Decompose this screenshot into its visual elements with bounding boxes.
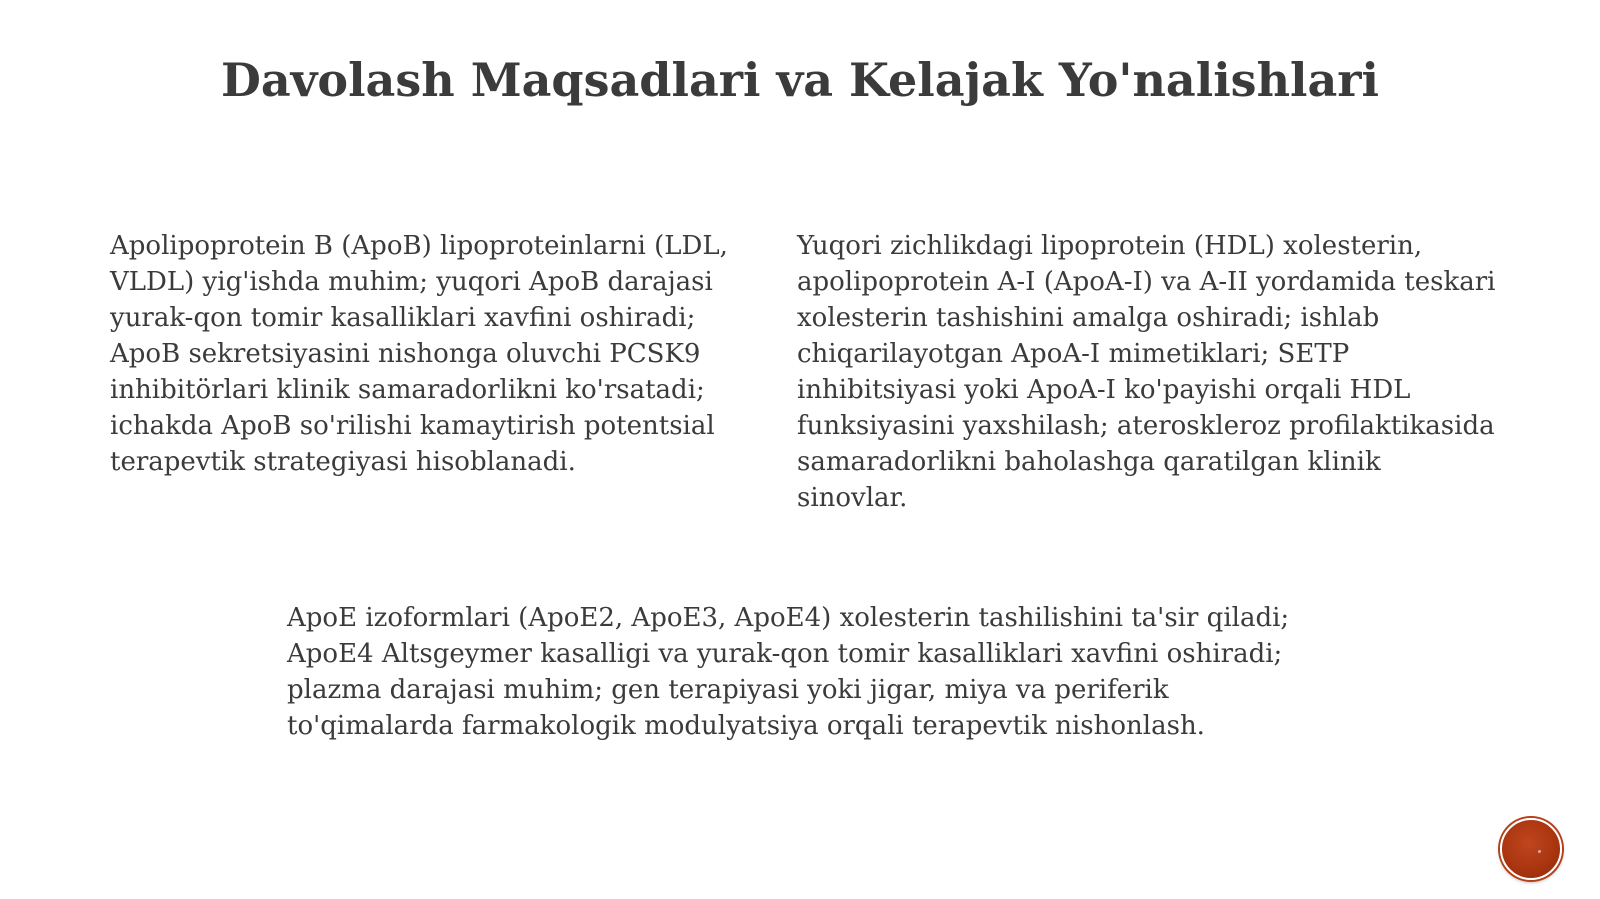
circle-button-icon: [1538, 850, 1541, 853]
text-block-hdl: Yuqori zichlikdagi lipoprotein (HDL) xolesterin, apolipoprotein A-I (ApoA-I) va A-II yordamida teskari xolesterin tashishini amalga oshiradi; ishlab chiqarilayotgan ApoA-I mimetiklari; SETP inhibitsiyasi yoki ApoA-I ko'payishi orqali HDL funksiyasini yaxshilash; ateroskleroz profilaktikasida samaradorlikni baholashga qaratilgan klinik sinovlar.: [797, 231, 1496, 513]
text-block-apob: Apolipoprotein B (ApoB) lipoproteinlarni (LDL, VLDL) yig'ishda muhim; yuqori ApoB darajasi yurak-qon tomir kasalliklari xavfini oshiradi; ApoB sekretsiyasini nishonga oluvchi PCSK9 inhibitörlari klinik samaradorlikni ko'rsatadi; ichakda ApoB so'rilishi kamaytirish potentsial terapevtik strategiyasi hisoblanadi.: [110, 231, 728, 477]
slide-title: Davolash Maqsadlari va Kelajak Yo'nalishlari: [220, 53, 1380, 107]
slide-nav-button[interactable]: [1500, 818, 1562, 880]
text-block-apoe: ApoE izoformlari (ApoE2, ApoE3, ApoE4) xolesterin tashilishini ta'sir qiladi; ApoE4 Altsgeymer kasalligi va yurak-qon tomir kasalliklari xavfini oshiradi; plazma darajasi muhim; gen terapiyasi yoki jigar, miya va periferik to'qimalarda farmakologik modulyatsiya orqali terapevtik nishonlash.: [287, 603, 1290, 741]
